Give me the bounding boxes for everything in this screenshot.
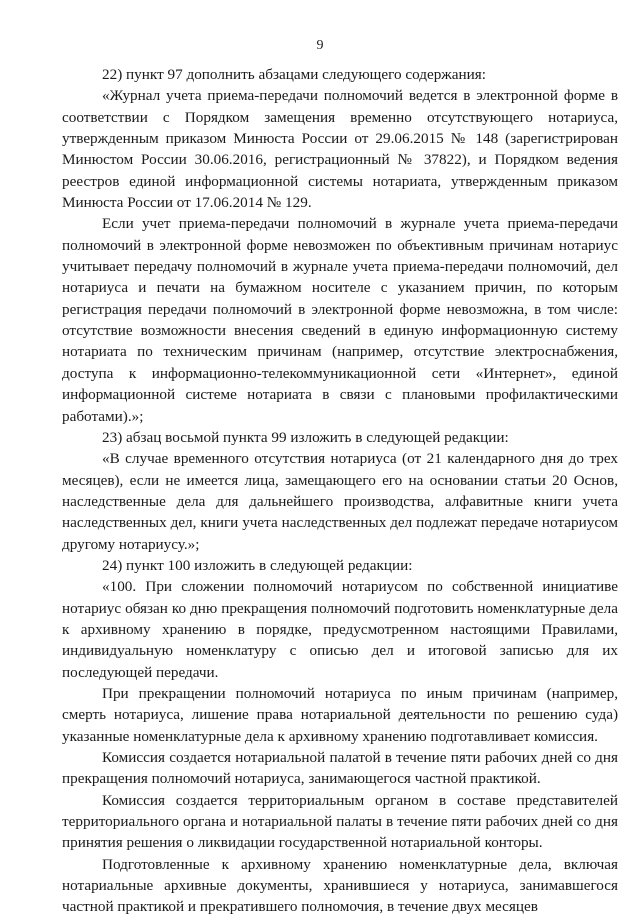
paragraph-journal-electronic: «Журнал учета приема-передачи полномочий ведется в электронной форме в соответствии с Порядком замещения временно отсутствующего нотариуса, утвержденным приказом Минюста России от 29.06.2015 № 148 (зарегистрирован Минюстом России 30.06.2016, регистрационный № 37822), и Порядком ведения реестров единой информационной системы нотариата, утвержденным приказом Минюста России от 17.06.2014 № 129. bbox=[62, 87, 618, 212]
paragraph-temporary-absence: «В случае временного отсутствия нотариуса (от 21 календарного дня до трех месяцев), если не имеется лица, замещающего его на основании статьи 20 Основ, наследственные дела для дальнейшего производства, алфавитные книги учета наследственных дел, книги учета наследственных дел подлежат передаче нотариусом другому нотариусу.»; bbox=[62, 450, 618, 553]
paragraph-commission-chamber: Комиссия создается нотариальной палатой в течение пяти рабочих дней со дня прекращения полномочий нотариуса, занимающегося частной практикой. bbox=[62, 749, 618, 788]
page-number: 9 bbox=[316, 38, 324, 53]
document-body bbox=[62, 64, 618, 918]
paragraph-item-23-heading: 23) абзац восьмой пункта 99 изложить в следующей редакции: bbox=[102, 428, 509, 446]
paragraph-journal-paper: Если учет приема-передачи полномочий в журнале учета приема-передачи полномочий в электронной форме невозможен по объективным причинам нотариус учитывает передачу полномочий в журнале учета приема-передачи полномочий, дел нотариуса и печати на бумажном носителе с указанием причин, по которым регистрация передачи полномочий в электронной форме невозможна, в том числе: отсутствие возможности внесения сведений в единую информационную систему нотариата по техническим причинам (например, отсутствие электроснабжения, доступа к информационно-телекоммуникационной сети «Интернет», единой информационной системе нотариата в связи с плановыми профилактическими работами).»; bbox=[62, 215, 618, 425]
paragraph-item-24-heading: 24) пункт 100 изложить в следующей редакции: bbox=[102, 556, 413, 574]
paragraph-prepared-archive: Подготовленные к архивному хранению номенклатурные дела, включая нотариальные архивные документы, хранившиеся у нотариуса, занимавшегося частной практикой и прекратившего полномочия, в течение двух месяцев bbox=[62, 855, 618, 916]
paragraph-point-100: «100. При сложении полномочий нотариусом по собственной инициативе нотариус обязан ко дню прекращения полномочий подготовить номенклатурные дела к архивному хранению в порядке, предусмотренном настоящими Правилами, индивидуальную номенклатуру с описью дел и итоговой записью для их последующей передачи. bbox=[62, 578, 618, 681]
paragraph-commission-territorial: Комиссия создается территориальным органом в составе представителей территориального органа и нотариальной палаты в течение пяти рабочих дней со дня принятия решения о ликвидации государственной нотариальной конторы. bbox=[62, 791, 618, 852]
paragraph-termination-other: При прекращении полномочий нотариуса по иным причинам (например, смерть нотариуса, лишение права нотариальной деятельности по решению суда) указанные номенклатурные дела к архивному хранению подготавливает комиссия. bbox=[62, 684, 618, 745]
paragraph-item-22-heading: 22) пункт 97 дополнить абзацами следующего содержания: bbox=[102, 66, 486, 83]
